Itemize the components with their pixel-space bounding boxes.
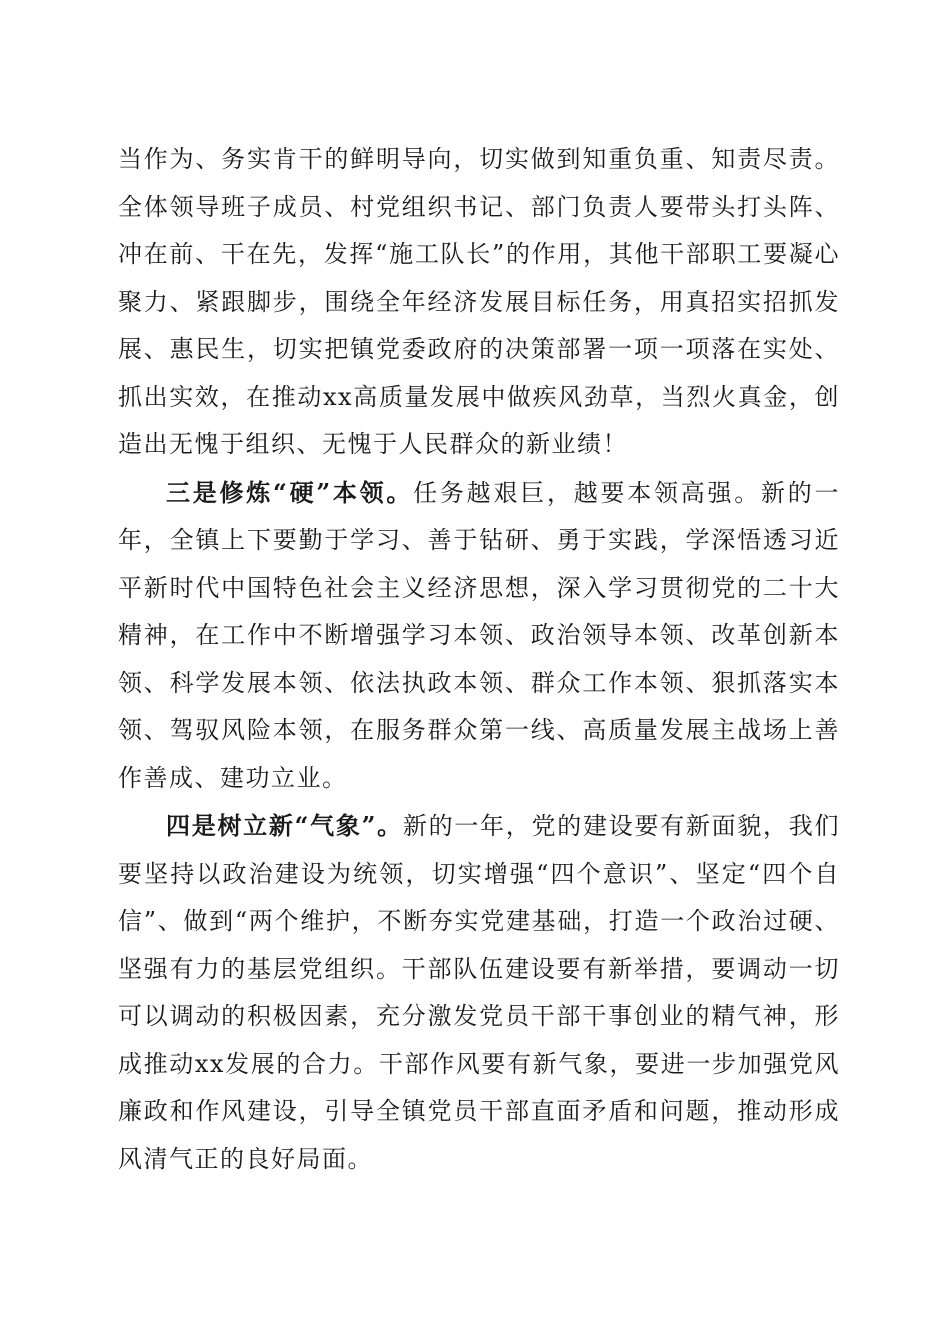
paragraph-text: 任务越艰巨，越要本领高强。新的一年，全镇上下要勤于学习、善于钻研、勇于实践，学深悟透习近平新时代中国特色社会主义经济思想，深入学习贯彻党的二十大精神，在工作中不断增强学习本领、政治领导本领、改革创新本领、科学发展本领、依法执政本领、群众工作本领、狠抓落实本领、驾驭风险本领，在服务群众第一线、高质量发展主战场上善作善成、建功立业。 [118,478,841,792]
paragraph-heading: 三是修炼“硬”本领。 [166,477,414,507]
paragraph-new-atmosphere [118,802,840,1183]
paragraph-text: 当作为、务实肯干的鲜明导向，切实做到知重负重、知责尽责。全体领导班子成员、村党组织书记、部门负责人要带头打头阵、冲在前、干在先，发挥“施工队长”的作用，其他干部职工要凝心聚力、紧跟脚步，围绕全年经济发展目标任务，用真招实招抓发展、惠民生，切实把镇党委政府的决策部署一项一项落在实处、抓出实效，在推动xx高质量发展中做疾风劲草，当烈火真金，创造出无愧于组织、无愧于人民群众的新业绩！ [118,145,840,458]
paragraph-continuation [118,136,840,469]
paragraph-text: 新的一年，党的建设要有新面貌，我们要坚持以政治建设为统领，切实增强“四个意识”、坚定“四个自信”、做到“两个维护，不断夯实党建基础，打造一个政治过硬、坚强有力的基层党组织。干部队伍建设要有新举措，要调动一切可以调动的积极因素，充分激发党员干部干事创业的精气神，形成推动xx发展的合力。干部作风要有新气象，要进一步加强党风廉政和作风建设，引导全镇党员干部直面矛盾和问题，推动形成风清气正的良好局面。 [118,812,840,1173]
paragraph-hard-skills [118,469,840,803]
document-body [118,136,840,1183]
paragraph-heading: 四是树立新“气象”。 [166,811,403,840]
